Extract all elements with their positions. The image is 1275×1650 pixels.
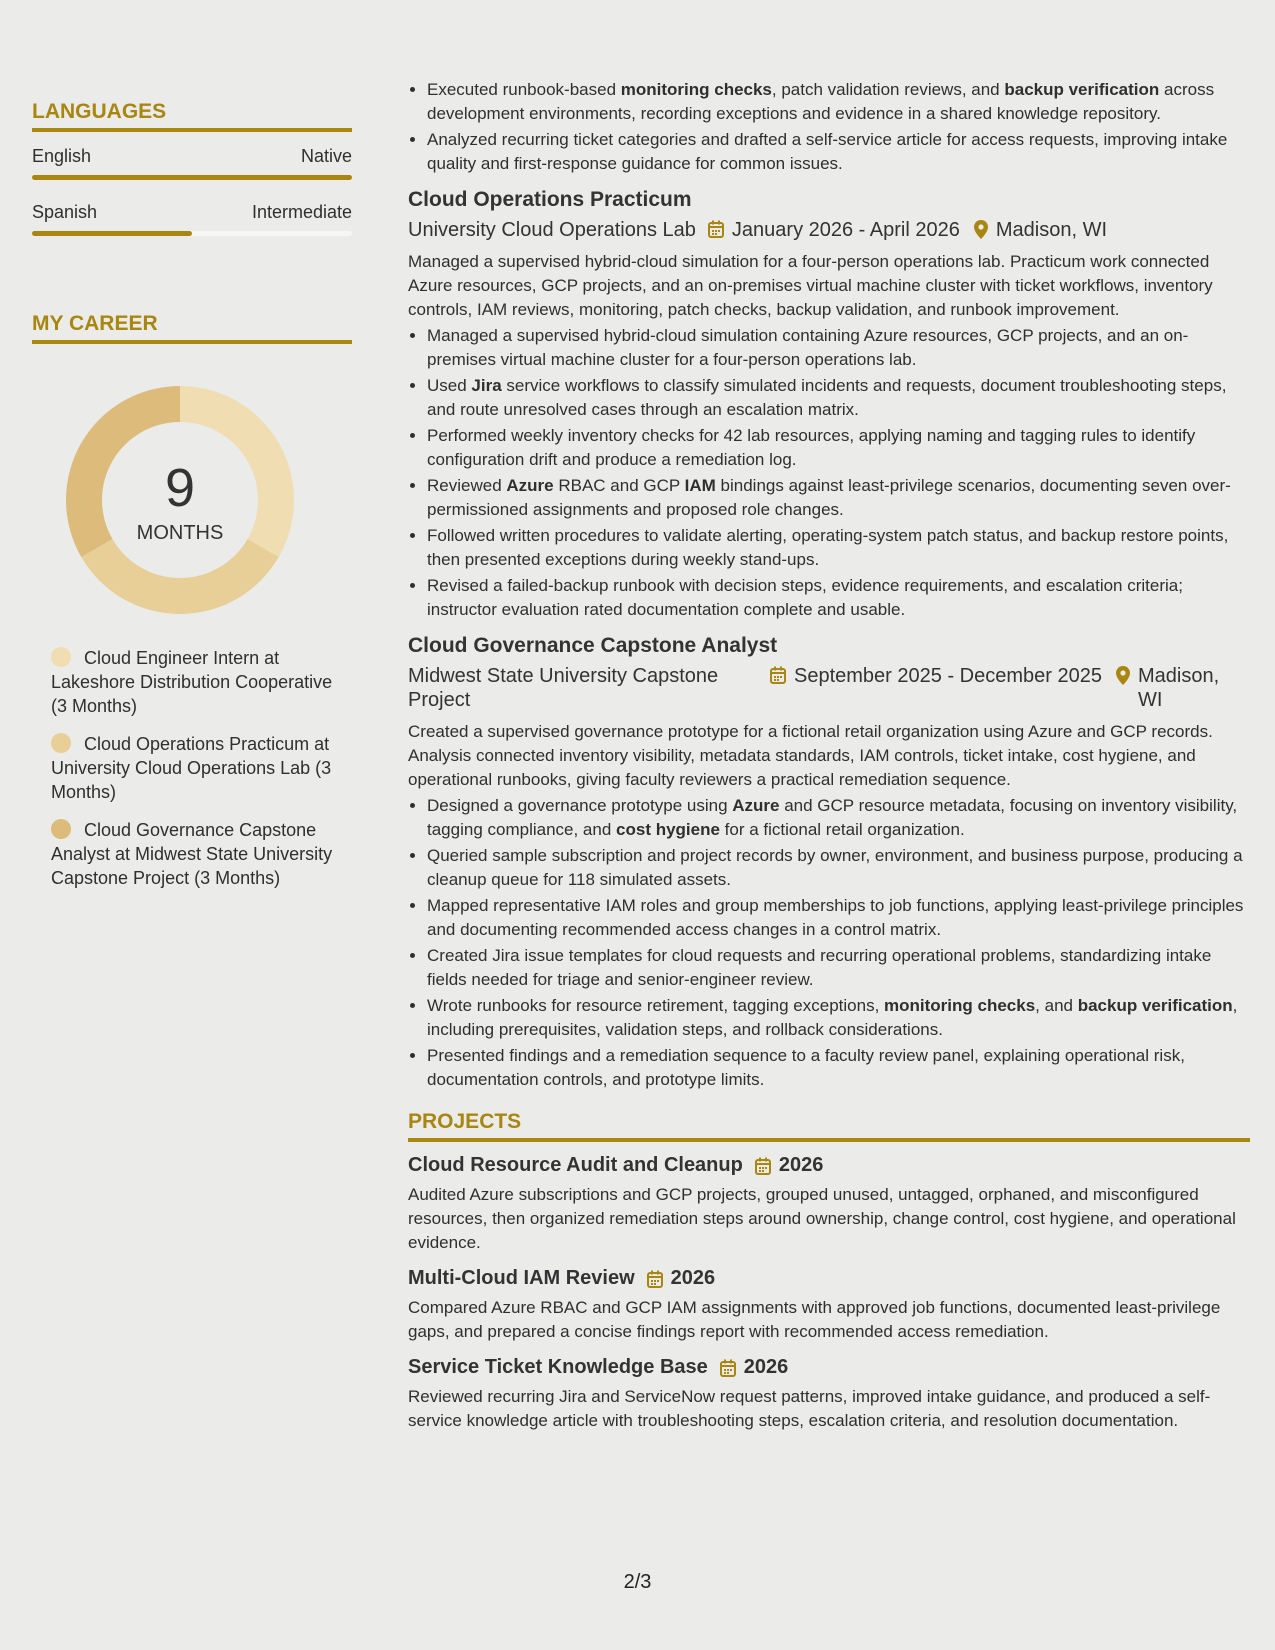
legend-item — [51, 818, 352, 890]
project-entry — [408, 1154, 1250, 1255]
bullet-item: • Revised a failed-backup runbook with decision steps, evidence requirements, and escalation criteria; instructor evaluation rated documentation complete and usable. — [427, 574, 1250, 622]
bullet-item: • Reviewed Azure RBAC and GCP IAM bindings against least-privilege scenarios, documenting seven over-permissioned assignments and proposed role changes. — [427, 474, 1250, 522]
bullet-item: • Designed a governance prototype using Azure and GCP resource metadata, focusing on inventory visibility, tagging compliance, and cost hygiene for a fictional retail organization. — [427, 794, 1250, 842]
project-name: Multi-Cloud IAM Review — [408, 1267, 635, 1289]
project-description: Compared Azure RBAC and GCP IAM assignments with approved job functions, documented least-privilege gaps, and prepared a concise findings report with recommended access remediation. — [408, 1298, 1221, 1341]
sidebar — [32, 100, 352, 904]
bullet-item: • Queried sample subscription and project records by owner, environment, and business purpose, producing a cleanup queue for 118 simulated assets. — [427, 844, 1250, 892]
project-year: 2026 — [670, 1267, 716, 1289]
languages-heading: LANGUAGES — [32, 100, 352, 132]
legend-dot-icon — [51, 733, 71, 753]
page-indicator: 2/3 — [623, 1571, 652, 1593]
bullet-item: • Created Jira issue templates for cloud requests and recurring operational problems, standardizing intake fields needed for triage and senior-engineer review. — [427, 944, 1250, 992]
bullet-item: • Presented findings and a remediation sequence to a faculty review panel, explaining operational risk, documentation controls, and prototype limits. — [427, 1044, 1250, 1092]
proficiency-bar-fill — [32, 175, 352, 180]
language-name: English — [32, 146, 92, 166]
job-location-group — [1116, 664, 1234, 712]
bullet-item: • Performed weekly inventory checks for 42 lab resources, applying naming and tagging rules to identify configuration drift and produce a remediation log. — [427, 424, 1250, 472]
job-summary: Created a supervised governance prototype for a fictional retail organization using Azure and GCP records. Analysis connected inventory visibility, metadata standards, IAM controls, ticket intake, cost hygiene, and operational runbooks, giving faculty reviewers a practical remediation sequence. — [408, 722, 1213, 789]
job-dates: September 2025 - December 2025 — [794, 665, 1102, 687]
calendar-icon — [770, 666, 786, 684]
proficiency-bar — [32, 175, 352, 180]
calendar-icon — [755, 1157, 771, 1175]
calendar-icon — [647, 1270, 663, 1288]
language-english — [32, 146, 352, 180]
career-donut-chart — [66, 386, 294, 614]
job-meta — [408, 664, 1250, 712]
career-total-months: 9 — [164, 458, 196, 518]
bullet-item: • Analyzed recurring ticket categories and drafted a self-service article for access requests, improving intake quality and first-response guidance for common issues. — [427, 128, 1250, 176]
bullet-item: • Managed a supervised hybrid-cloud simulation containing Azure resources, GCP projects, and an on-premises virtual machine cluster for a four-person operations lab. — [427, 324, 1250, 372]
job-title: Cloud Governance Capstone Analyst — [408, 634, 778, 657]
legend-dot-icon — [51, 819, 71, 839]
job-location: Madison, WI — [995, 219, 1108, 241]
job-organization: University Cloud Operations Lab — [408, 219, 696, 241]
bullet-item: • Wrote runbooks for resource retirement, tagging exceptions, monitoring checks, and backup verification, including prerequisites, validation steps, and rollback considerations. — [427, 994, 1250, 1042]
bullet-item: • Followed written procedures to validate alerting, operating-system patch status, and backup restore points, then presented exceptions during weekly stand-ups. — [427, 524, 1250, 572]
job-organization: Midwest State University Capstone Project — [408, 665, 719, 711]
project-entry — [408, 1267, 1250, 1344]
job-dates-group — [708, 218, 960, 242]
career-heading: MY CAREER — [32, 312, 352, 344]
legend-label: Cloud Governance Capstone Analyst at Midwest State University Capstone Project (3 Months) — [51, 820, 333, 888]
calendar-icon — [720, 1359, 736, 1377]
bullet-item: • Mapped representative IAM roles and group memberships to job functions, applying least-privilege principles and documenting recommended access changes in a control matrix. — [427, 894, 1250, 942]
job-bullets — [408, 324, 1250, 622]
job-title: Cloud Operations Practicum — [408, 188, 692, 211]
project-description: Audited Azure subscriptions and GCP projects, grouped unused, untagged, orphaned, and misconfigured resources, then organized remediation steps around ownership, change control, cost hygiene, and operational evidence. — [408, 1185, 1236, 1252]
project-name: Cloud Resource Audit and Cleanup — [408, 1154, 743, 1176]
project-description: Reviewed recurring Jira and ServiceNow request patterns, improved intake guidance, and produced a self-service knowledge article with troubleshooting steps, escalation criteria, and resolution documentation. — [408, 1387, 1211, 1430]
location-pin-icon — [1116, 666, 1130, 685]
job-dates: January 2026 - April 2026 — [731, 219, 960, 241]
language-level: Native — [300, 146, 352, 166]
legend-item — [51, 732, 352, 804]
project-year: 2026 — [778, 1154, 824, 1176]
projects-section — [408, 1110, 1250, 1433]
career-legend — [32, 646, 352, 890]
project-name: Service Ticket Knowledge Base — [408, 1356, 708, 1378]
continued-bullets — [408, 78, 1250, 176]
career-unit-label: MONTHS — [136, 522, 224, 544]
project-entry — [408, 1356, 1250, 1433]
job-meta — [408, 218, 1250, 242]
project-year: 2026 — [743, 1356, 789, 1378]
proficiency-bar-fill — [32, 231, 192, 236]
proficiency-bar — [32, 231, 352, 236]
projects-heading: PROJECTS — [408, 1110, 1250, 1142]
location-pin-icon — [974, 220, 988, 239]
job-summary: Managed a supervised hybrid-cloud simulation for a four-person operations lab. Practicum work connected Azure resources, GCP projects, and an on-premises virtual machine cluster with ticket workflows, inventory controls, IAM reviews, monitoring, patch checks, backup validation, and runbook improvement. — [408, 252, 1213, 319]
job-entry — [408, 188, 1250, 622]
job-location: Madison, WI — [1137, 665, 1220, 711]
job-dates-group — [770, 664, 1102, 688]
legend-label: Cloud Engineer Intern at Lakeshore Distribution Cooperative (3 Months) — [51, 648, 333, 716]
legend-item — [51, 646, 352, 718]
language-spanish — [32, 202, 352, 236]
calendar-icon — [708, 220, 724, 238]
bullet-item: • Used Jira service workflows to classify simulated incidents and requests, document troubleshooting steps, and route unresolved cases through an escalation matrix. — [427, 374, 1250, 422]
language-level: Intermediate — [251, 202, 352, 222]
job-entry — [408, 634, 1250, 1092]
job-location-group — [974, 218, 1107, 242]
bullet-item: • Executed runbook-based monitoring checks, patch validation reviews, and backup verification across development environments, recording exceptions and evidence in a shared knowledge repository. — [427, 78, 1250, 126]
main-content — [408, 78, 1250, 1433]
legend-dot-icon — [51, 647, 71, 667]
job-bullets — [408, 794, 1250, 1092]
legend-label: Cloud Operations Practicum at University Cloud Operations Lab (3 Months) — [51, 734, 332, 802]
language-name: Spanish — [32, 202, 98, 222]
